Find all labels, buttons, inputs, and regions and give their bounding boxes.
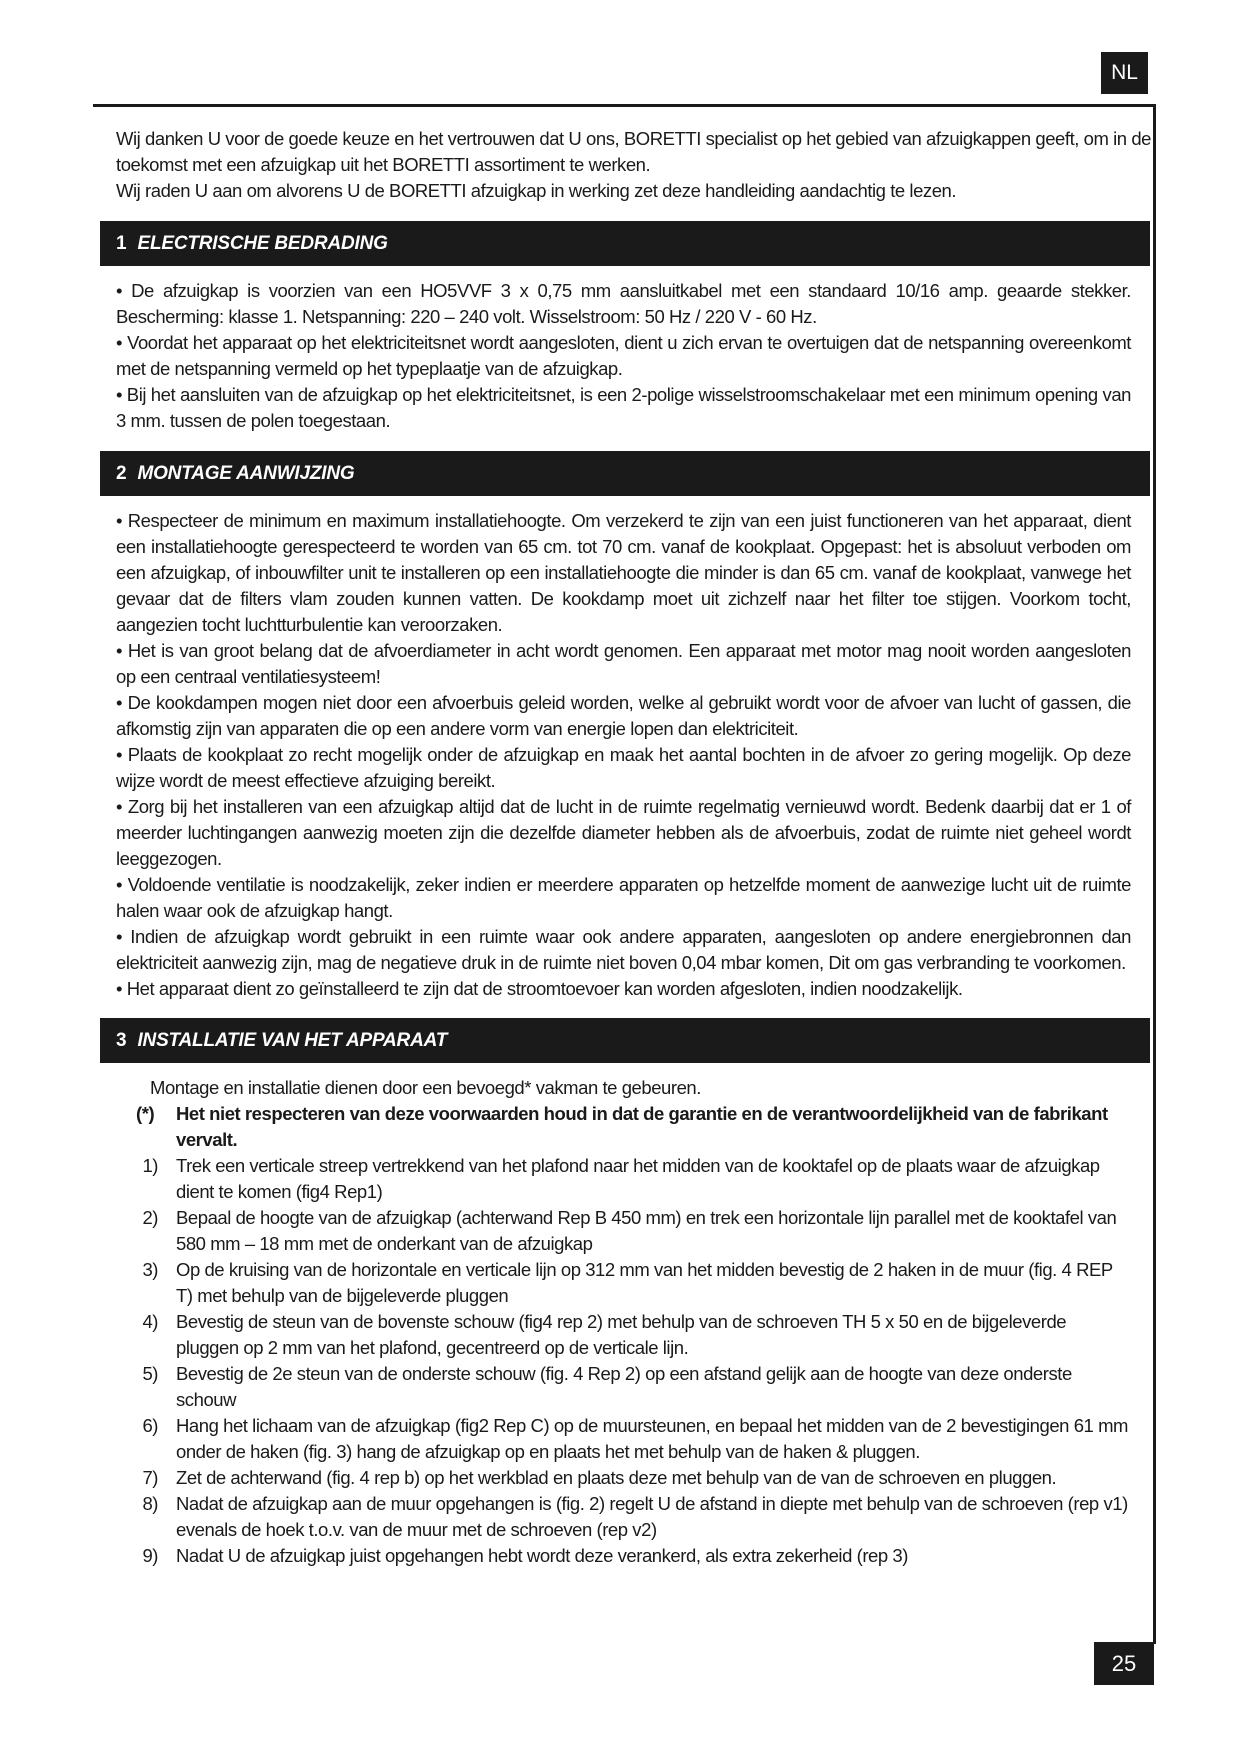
step-text: Trek een verticale streep vertrekkend van het plafond naar het midden van de kooktafel op de plaats waar de afzuigkap dient te komen (fig4 Rep1): [176, 1155, 1100, 1202]
bullet-paragraph: • Respecteer de minimum en maximum installatiehoogte. Om verzekerd te zijn van een juist functioneren van het apparaat, dient een installatiehoogte gerespecteerd te worden van 65 cm. tot 70 cm. vanaf de kookplaat. Opgepast: het is absoluut verboden om een afzuigkap, of inbouwfilter unit te installeren op een installatiehoogte die minder is dan 65 cm. vanaf de kookplaat, vanwege het gevaar dat de filters vlam zouden kunnen vatten. De kookdamp moet uit zichzelf naar het filter toe stijgen. Voorkom tocht, aangezien tocht luchtturbulentie kan veroorzaken.: [116, 510, 1131, 635]
page-number: 25: [1094, 1642, 1154, 1685]
section-title: ELECTRISCHE BEDRADING: [137, 233, 388, 254]
install-step: [120, 1543, 1130, 1569]
step-text: Bevestig de steun van de bovenste schouw (fig4 rep 2) met behulp van de schroeven TH 5 x 50 en de bijgeleverde pluggen op 2 mm van het plafond, gecentreerd op de verticale lijn.: [176, 1311, 1067, 1358]
note-text: Het niet respecteren van deze voorwaarden houd in dat de garantie en de verantwoordelijkheid van de fabrikant vervalt.: [176, 1103, 1108, 1150]
section-body-electrical: [116, 278, 1131, 434]
step-number: 6): [142, 1415, 158, 1436]
section-body-installation: [120, 1075, 1130, 1569]
bullet-paragraph: • Voordat het apparaat op het elektriciteitsnet wordt aangesloten, dient u zich ervan te overtuigen dat de netspanning overeenkomt met de netspanning vermeld op het typeplaatje van de afzuigkap.: [116, 332, 1131, 379]
step-text: Zet de achterwand (fig. 4 rep b) op het werkblad en plaats deze met behulp van de van de schroeven en pluggen.: [176, 1467, 1057, 1488]
section-title: MONTAGE AANWIJZING: [137, 463, 355, 484]
step-number: 5): [142, 1363, 158, 1384]
install-step: [120, 1257, 1130, 1309]
bullet-paragraph: • Bij het aansluiten van de afzuigkap op het elektriciteitsnet, is een 2-polige wisselstroomschakelaar met een minimum opening van 3 mm. tussen de polen toegestaan.: [116, 384, 1131, 431]
intro-paragraph: Wij raden U aan om alvorens U de BORETTI afzuigkap in werking zet deze handleiding aandachtig te lezen.: [116, 180, 957, 201]
section-title: INSTALLATIE VAN HET APPARAAT: [137, 1030, 448, 1051]
top-divider: [93, 104, 1156, 107]
section-number: 1: [116, 233, 127, 254]
section-header-installation: [100, 1018, 1150, 1063]
step-number: 1): [142, 1155, 158, 1176]
bullet-paragraph: • Indien de afzuigkap wordt gebruikt in een ruimte waar ook andere apparaten, aangesloten op andere energiebronnen dan elektriciteit aanwezig zijn, mag de negatieve druk in de ruimte niet boven 0,04 mbar komen, Dit om gas verbranding te voorkomen.: [116, 926, 1131, 973]
bullet-paragraph: • Zorg bij het installeren van een afzuigkap altijd dat de lucht in de ruimte regelmatig vernieuwd wordt. Bedenk daarbij dat er 1 of meerder luchtingangen aanwezig moeten zijn die dezelfde diameter hebben als de afvoerbuis, zodat de ruimte niet geheel wordt leeggezogen.: [116, 796, 1131, 869]
section-body-mounting: [116, 508, 1131, 1002]
section-header-mounting: [100, 451, 1150, 496]
step-number: 7): [142, 1467, 158, 1488]
intro: [116, 126, 1156, 204]
step-number: 8): [142, 1493, 158, 1514]
step-number: 3): [142, 1259, 158, 1280]
step-text: Nadat de afzuigkap aan de muur opgehangen is (fig. 2) regelt U de afstand in diepte met behulp van de schroeven (rep v1) evenals de hoek t.o.v. van de muur met de schroeven (rep v2): [176, 1493, 1128, 1540]
step-text: Op de kruising van de horizontale en verticale lijn op 312 mm van het midden bevestig de 2 haken in de muur (fig. 4 REP T) met behulp van de bijgeleverde pluggen: [176, 1259, 1113, 1306]
warranty-note: [120, 1101, 1130, 1153]
bullet-paragraph: • Voldoende ventilatie is noodzakelijk, zeker indien er meerdere apparaten op hetzelfde moment de aanwezige lucht uit de ruimte halen waar ook de afzuigkap hangt.: [116, 874, 1131, 921]
note-marker: (*): [136, 1103, 155, 1124]
install-step: [120, 1153, 1130, 1205]
installation-lead: Montage en installatie dienen door een bevoegd* vakman te gebeuren.: [150, 1077, 701, 1098]
install-step: [120, 1491, 1130, 1543]
step-text: Hang het lichaam van de afzuigkap (fig2 Rep C) op de muursteunen, en bepaal het midden van de 2 bevestigingen 61 mm onder de haken (fig. 3) hang de afzuigkap op en plaats het met behulp van de haken & pluggen.: [176, 1415, 1128, 1462]
bullet-paragraph: • De afzuigkap is voorzien van een HO5VVF 3 x 0,75 mm aansluitkabel met een standaard 10/16 amp. geaarde stekker. Bescherming: klasse 1. Netspanning: 220 – 240 volt. Wisselstroom: 50 Hz / 220 V - 60 Hz.: [116, 280, 1131, 327]
install-step: [120, 1309, 1130, 1361]
bullet-paragraph: • Het is van groot belang dat de afvoerdiameter in acht wordt genomen. Een apparaat met motor mag nooit worden aangesloten op een centraal ventilatiesysteem!: [116, 640, 1131, 687]
page-content: [100, 126, 1150, 1569]
section-number: 2: [116, 463, 127, 484]
step-number: 9): [142, 1545, 158, 1566]
language-badge: NL: [1101, 52, 1148, 94]
step-text: Bepaal de hoogte van de afzuigkap (achterwand Rep B 450 mm) en trek een horizontale lijn parallel met de kooktafel van 580 mm – 18 mm met de onderkant van de afzuigkap: [176, 1207, 1117, 1254]
install-step: [120, 1465, 1130, 1491]
step-number: 2): [142, 1207, 158, 1228]
section-number: 3: [116, 1030, 127, 1051]
install-step: [120, 1413, 1130, 1465]
step-number: 4): [142, 1311, 158, 1332]
install-step: [120, 1361, 1130, 1413]
side-divider: [1153, 104, 1156, 1644]
bullet-paragraph: • Het apparaat dient zo geïnstalleerd te zijn dat de stroomtoevoer kan worden afgesloten, indien noodzakelijk.: [116, 978, 963, 999]
bullet-paragraph: • De kookdampen mogen niet door een afvoerbuis geleid worden, welke al gebruikt wordt voor de afvoer van lucht of gassen, die afkomstig zijn van apparaten die op een andere vorm van energie lopen dan elektriciteit.: [116, 692, 1131, 739]
step-text: Nadat U de afzuigkap juist opgehangen hebt wordt deze verankerd, als extra zekerheid (rep 3): [176, 1545, 908, 1566]
bullet-paragraph: • Plaats de kookplaat zo recht mogelijk onder de afzuigkap en maak het aantal bochten in de afvoer zo gering mogelijk. Op deze wijze wordt de meest effectieve afzuiging bereikt.: [116, 744, 1131, 791]
step-text: Bevestig de 2e steun van de onderste schouw (fig. 4 Rep 2) op een afstand gelijk aan de hoogte van deze onderste schouw: [176, 1363, 1072, 1410]
install-step: [120, 1205, 1130, 1257]
intro-paragraph: Wij danken U voor de goede keuze en het vertrouwen dat U ons, BORETTI specialist op het gebied van afzuigkappen geeft, om in de toekomst met een afzuigkap uit het BORETTI assortiment te werken.: [116, 128, 1151, 175]
section-header-electrical: [100, 221, 1150, 266]
